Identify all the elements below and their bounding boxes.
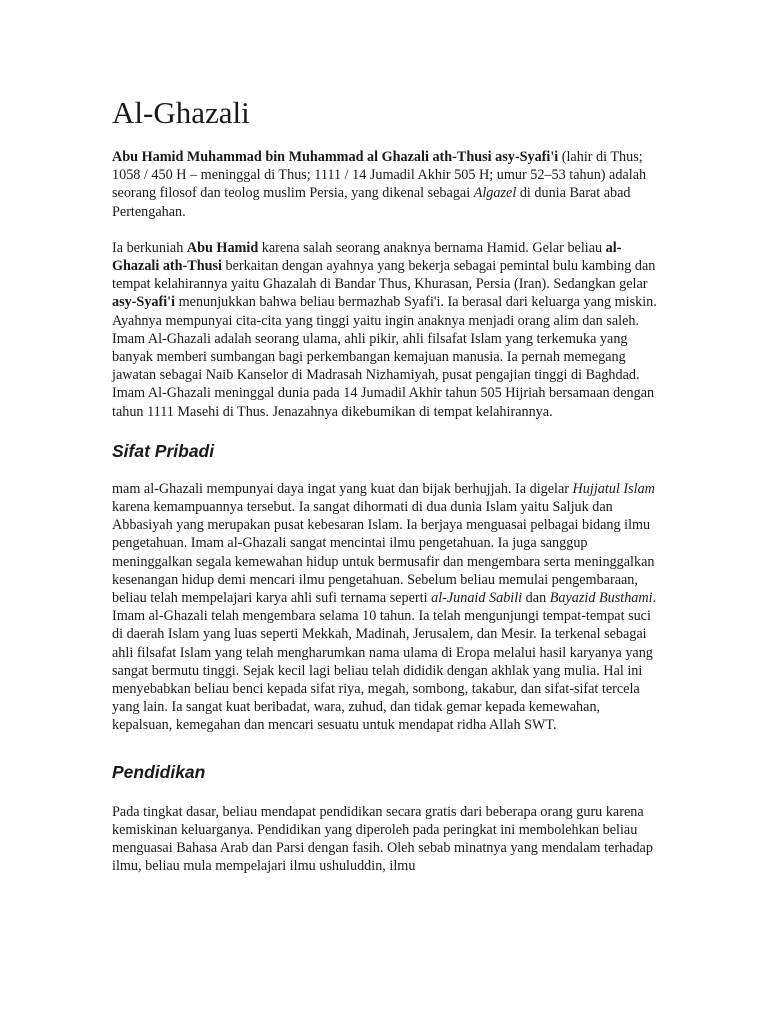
kuniah-text-2: karena salah seorang anaknya bernama Hamid. Gelar beliau — [258, 239, 606, 256]
sifat-paragraph — [112, 480, 660, 735]
sifat-text-1: mam al-Ghazali mempunyai daya ingat yang kuat dan bijak berhujjah. Ia digelar — [112, 480, 573, 497]
junaid-sabili-term: al-Junaid Sabili — [431, 590, 523, 607]
full-name: Abu Hamid Muhammad bin Muhammad al Ghazali ath-Thusi asy-Syafi'i — [112, 149, 559, 165]
section-heading-sifat-pribadi: Sifat Pribadi — [112, 440, 215, 461]
kuniah-syafii: asy-Syafi'i — [112, 294, 176, 311]
kuniah-text-3: berkaitan dengan ayahnya yang bekerja sebagai pemintal bulu kambing dan tempat kelahirannya yaitu Ghazalah di Bandar Thus, Khurasan, Persia (Iran). Sedangkan gelar — [112, 258, 656, 293]
intro-text-1: (lahir di Thus; 1058 / 450 H – meninggal di Thus; 1111 / 14 Jumadil Akhir 505 H; umur 52–53 tahun) adalah seorang filosof dan teolog muslim Persia, yang dikenal sebagai — [112, 149, 647, 202]
hujjatul-islam-term: Hujjatul Islam — [572, 480, 655, 497]
section-heading-pendidikan: Pendidikan — [112, 761, 206, 782]
pendidikan-paragraph: Pada tingkat dasar, beliau mendapat pendidikan secara gratis dari beberapa orang guru karena kemiskinan keluarganya. Pendidikan yang diperoleh pada peringkat ini membolehkan beliau menguasai Bahasa Arab dan Parsi dengan fasih. Oleh sebab minatnya yang mendalam terhadap ilmu, beliau mula mempelajari ilmu ushuluddin, ilmu — [112, 803, 653, 875]
kuniah-abu-hamid: Abu Hamid — [186, 239, 259, 256]
sifat-text-4: . Imam al-Ghazali telah mengembara selama 10 tahun. Ia telah mengunjungi tempat-tempat suci di daerah Islam yang luas seperti Mekkah, Madinah, Jerusalem, dan Mesir. Ia terkenal sebagai ahli filsafat Islam yang telah mengharumkan nama ulama di Eropa melalui hasil karyanya yang sangat bermutu tinggi. Sejak kecil lagi beliau telah dididik dengan akhlak yang mulia. Hal ini menyebabkan beliau benci kepada sifat riya, megah, sombong, takabur, dan sifat-sifat tercela yang lain. Ia sangat kuat beribadat, wara, zuhud, dan tidak gemar kepada kemewahan, kepalsuan, kemegahan dan mencari sesuatu untuk mendapat ridha Allah SWT. — [112, 590, 657, 734]
intro-text-2: di dunia Barat abad Pertengahan. — [112, 185, 631, 220]
intro-paragraph — [112, 148, 660, 221]
kuniah-text-1: Ia berkuniah — [112, 239, 187, 256]
page-title: Al-Ghazali — [112, 95, 250, 130]
article-body — [112, 94, 660, 876]
kuniah-paragraph — [112, 239, 660, 421]
kuniah-text-4: menunjukkan bahwa beliau bermazhab Syafi'i. Ia berasal dari keluarga yang miskin. Ayahnya mempunyai cita-cita yang tinggi yaitu ingin anaknya menjadi orang alim dan saleh. Imam Al-Ghazali adalah seorang ulama, ahli pikir, ahli filsafat Islam yang terkemuka yang banyak memberi sumbangan bagi perkembangan kemajuan manusia. Ia pernah memegang jawatan sebagai Naib Kanselor di Madrasah Nizhamiyah, pusat pengajian tinggi di Baghdad. Imam Al-Ghazali meninggal dunia pada 14 Jumadil Akhir tahun 505 Hijriah bersamaan dengan tahun 1111 Masehi di Thus. Jenazahnya dikebumikan di tempat kelahirannya. — [112, 294, 657, 420]
kuniah-ghazali-thusi: al-Ghazali ath-Thusi — [112, 239, 622, 275]
bayazid-busthami-term: Bayazid Busthami — [549, 590, 653, 607]
algazel-term: Algazel — [473, 185, 517, 202]
sifat-text-3: dan — [522, 590, 550, 607]
sifat-text-2: karena kemampuannya tersebut. Ia sangat dihormati di dua dunia Islam yaitu Saljuk dan Abbasiyah yang merupakan pusat kebesaran Islam. Ia berjaya menguasai pelbagai bidang ilmu pengetahuan. Imam al-Ghazali sangat mencintai ilmu pengetahuan. Ia juga sanggup meninggalkan segala kemewahan hidup untuk bermusafir dan mengembara serta meninggalkan kesenangan hidup demi mencari ilmu pengetahuan. Sebelum beliau memulai pengembaraan, beliau telah mempelajari karya ahli sufi ternama seperti — [112, 499, 655, 607]
